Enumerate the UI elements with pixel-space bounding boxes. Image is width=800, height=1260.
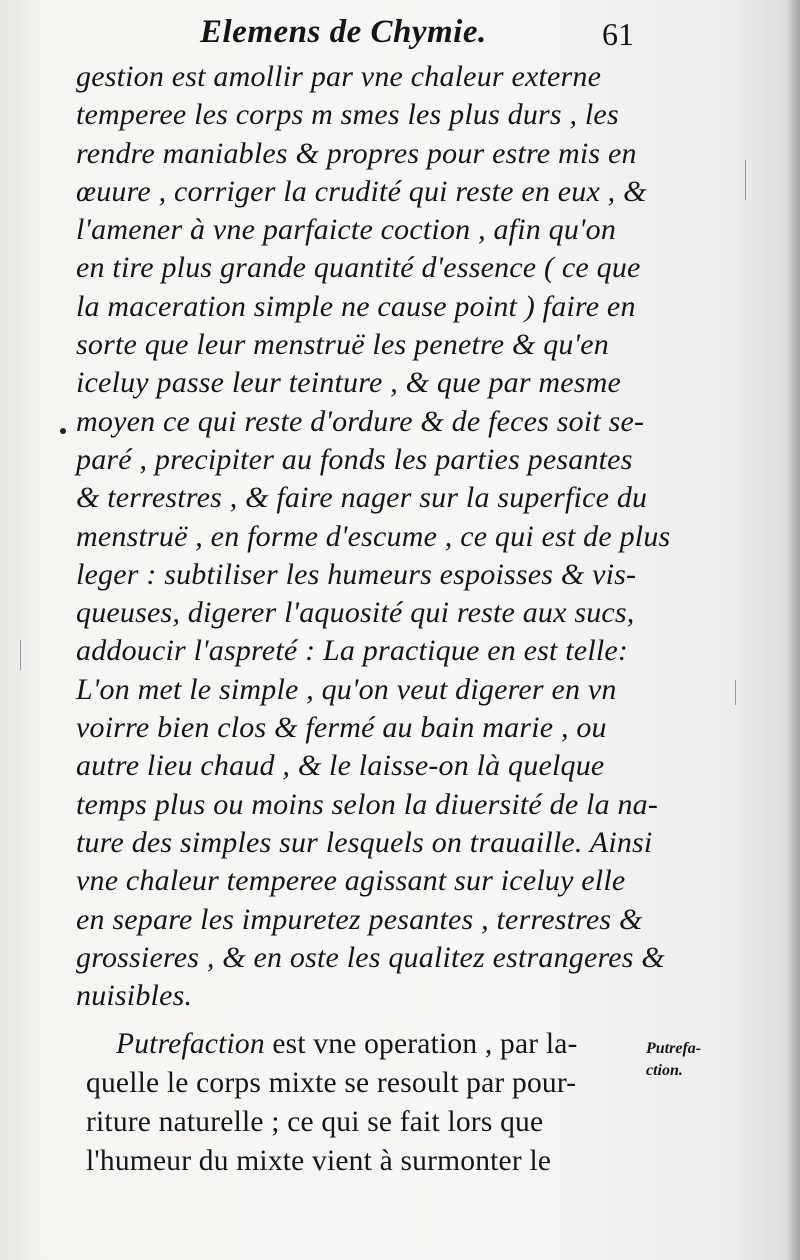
paper-mark: [20, 640, 21, 670]
running-title: Elemens de Chymie.: [200, 14, 487, 50]
text-line: paré , precipiter au fonds les parties pesantes: [76, 442, 633, 476]
text-line: & terrestres , & faire nager sur la superfice du: [76, 481, 648, 515]
text-line: gestion est amollir par vne chaleur externe: [76, 60, 602, 93]
text-line: menstruë , en forme d'escume , ce qui est de plus: [76, 519, 671, 553]
text-line: iceluy passe leur teinture , & que par mesme: [76, 366, 622, 400]
margin-note-line: ction.: [646, 1062, 683, 1079]
text-line: [86, 1025, 646, 1064]
text-line: L'on met le simple , qu'on veut digerer en vn: [76, 672, 617, 706]
margin-note-line: Putrefa-: [646, 1040, 702, 1057]
ink-dot: [60, 428, 66, 434]
paper-mark: [745, 160, 746, 200]
text-line: temperee les corps m smes les plus durs , les: [76, 98, 619, 132]
paper-mark: [735, 680, 736, 705]
text-line: voirre bien clos & fermé au bain marie , ou: [76, 711, 607, 745]
text-line: rendre maniables & propres pour estre mis en: [76, 136, 637, 170]
text-line: nuisibles.: [76, 979, 193, 1013]
roman-text-block: [86, 1025, 646, 1181]
text-line: œuure , corriger la crudité qui reste en eux , &: [76, 174, 647, 208]
text-line: queuses, digerer l'aquosité qui reste aux sucs,: [76, 596, 635, 630]
text-line: riture naturelle ; ce qui se fait lors que: [86, 1106, 544, 1138]
text-line: grossieres , & en oste les qualitez estrangeres &: [76, 940, 665, 974]
text-line: sorte que leur menstruë les penetre & qu'en: [76, 328, 609, 362]
italic-text-block: [76, 58, 671, 1015]
text-line: l'amener à vne parfaicte coction , afin qu'on: [76, 213, 617, 247]
text-line: autre lieu chaud , & le laisse-on là quelque: [76, 749, 605, 783]
text-line: quelle le corps mixte se resoult par pour-: [86, 1067, 577, 1099]
text-line: vne chaleur temperee agissant sur iceluy elle: [76, 864, 626, 898]
page-number: 61: [602, 16, 634, 52]
lead-term: Putrefaction: [116, 1028, 265, 1060]
text-line: en separe les impuretez pesantes , terrestres &: [76, 902, 643, 936]
text-line: addoucir l'aspreté : La practique en est telle:: [76, 634, 629, 668]
text-line: temps plus ou moins selon la diuersité de la na-: [76, 787, 659, 821]
page-edge-shadow: [786, 0, 800, 1260]
text-line: leger : subtiliser les humeurs espoisses & vis-: [76, 557, 637, 591]
text-line: l'humeur du mixte vient à surmonter le: [86, 1145, 552, 1177]
text-line: moyen ce qui reste d'ordure & de feces soit se-: [76, 404, 645, 438]
text-line: ture des simples sur lesquels on trauaille. Ainsi: [76, 825, 653, 859]
text-line: la maceration simple ne cause point ) faire en: [76, 289, 636, 323]
text-line: en tire plus grande quantité d'essence ( ce que: [76, 251, 641, 285]
margin-note: [646, 1038, 736, 1082]
line-text: est vne operation , par la-: [264, 1028, 578, 1060]
